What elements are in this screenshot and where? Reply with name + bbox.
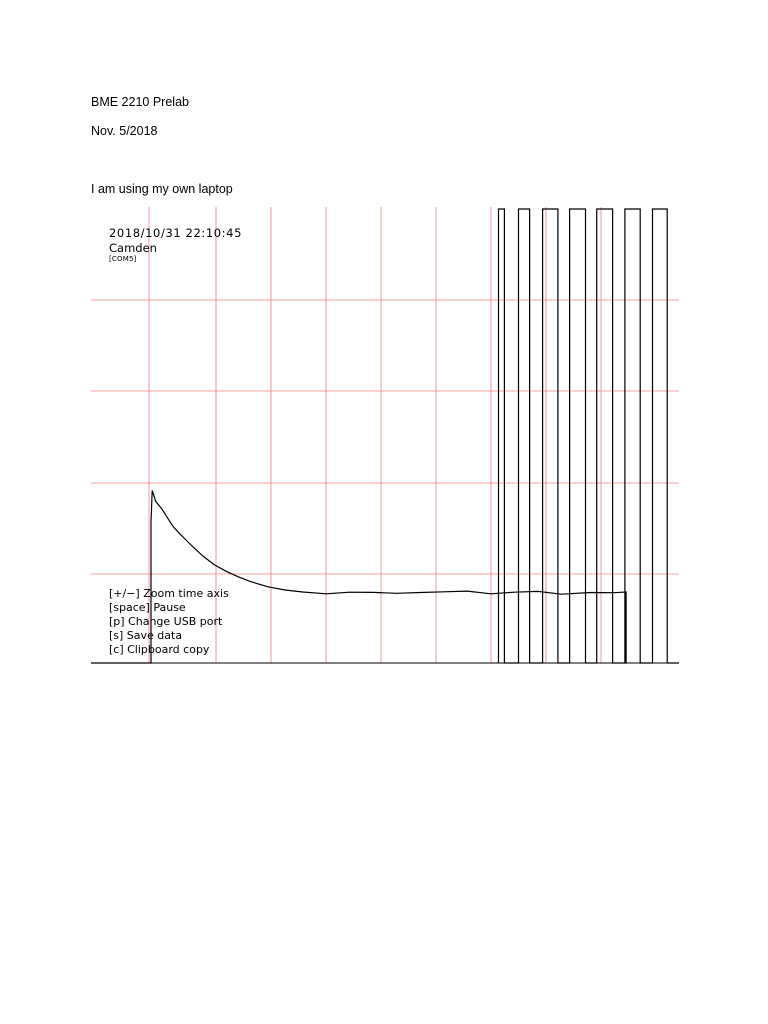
- serial-plot-screenshot: [91, 207, 679, 665]
- document-title: BME 2210 Prelab: [91, 95, 189, 109]
- help-change-usb-port: [p] Change USB port: [109, 615, 223, 628]
- help-pause: [space] Pause: [109, 601, 186, 614]
- help-zoom-time-axis: [+/−] Zoom time axis: [109, 587, 229, 600]
- document-note: I am using my own laptop: [91, 182, 233, 196]
- plot-user-name: Camden: [109, 241, 157, 255]
- trace-square-wave-series: [499, 209, 680, 663]
- help-save-data: [s] Save data: [109, 629, 183, 642]
- plot-port-label: [COM5]: [109, 255, 137, 263]
- plot-timestamp: 2018/10/31 22:10:45: [109, 226, 242, 240]
- document-date: Nov. 5/2018: [91, 124, 158, 138]
- help-clipboard-copy: [c] Clipboard copy: [109, 643, 210, 656]
